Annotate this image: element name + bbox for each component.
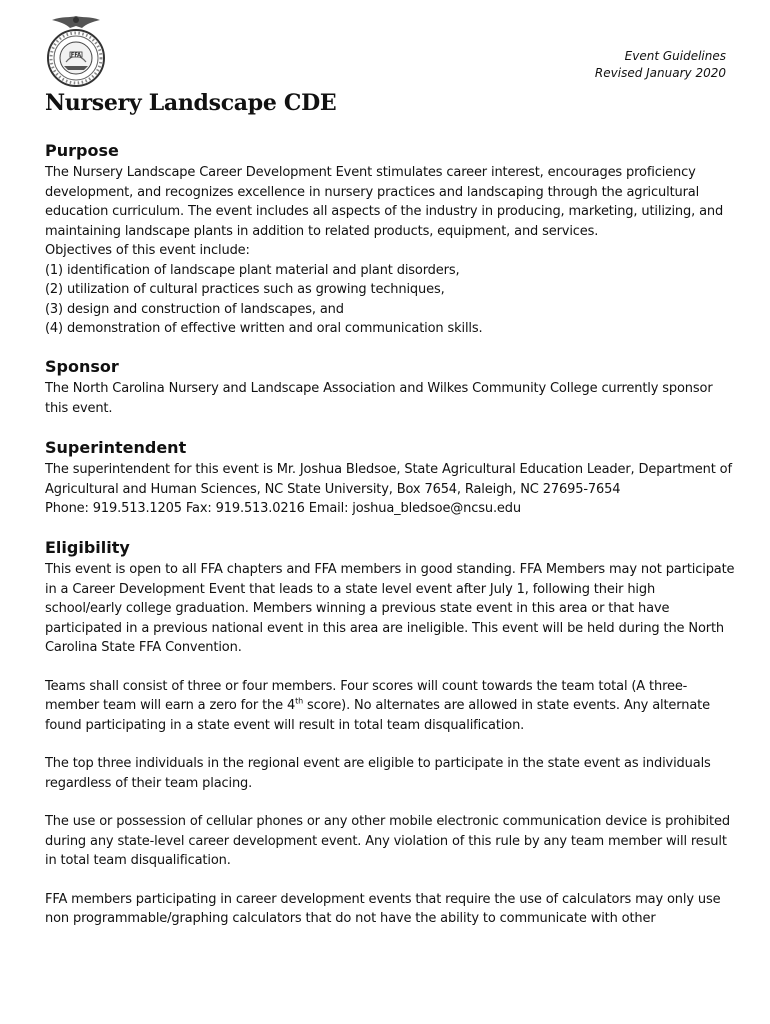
- superintendent-section: [45, 438, 735, 519]
- eligibility-section: [45, 538, 735, 929]
- eligibility-paragraph-2: [45, 677, 735, 736]
- guidelines-line: Event Guidelines: [624, 49, 726, 63]
- superintendent-heading: Superintendent: [45, 438, 187, 457]
- team-rule-text-continued: score). No alternates are allowed in state events. Any alternate found participating in a state event will result in total team disqualification.: [45, 698, 710, 733]
- purpose-section: [45, 141, 735, 339]
- sponsor-section: [45, 357, 735, 418]
- ordinal-suffix: th: [295, 696, 303, 706]
- eligibility-paragraph-3: The top three individuals in the regional event are eligible to participate in the state event as individuals regardless of their team placing.: [45, 756, 711, 791]
- sponsor-heading: Sponsor: [45, 357, 119, 376]
- team-rule-text: Teams shall consist of three or four members. Four scores will count towards the team total (A three-member team will earn a zero for the 4: [45, 678, 688, 713]
- purpose-body: The Nursery Landscape Career Development Event stimulates career interest, encourages proficiency development, and recognizes excellence in nursery practices and landscaping through the agricultural education curriculum. The event includes all aspects of the industry in producing, marketing, utilizing, and maintaining landscape plants in addition to related products, equipment, and services. Objectives of this event include: (1) identification of landscape plant material and plant disorders, (2) utilization of cultural practices such as growing techniques, (3) design and construction of landscapes, and (4) demonstration of effective written and oral communication skills.: [45, 165, 724, 336]
- purpose-heading: Purpose: [45, 141, 119, 160]
- sponsor-body: The North Carolina Nursery and Landscape Association and Wilkes Community College currently sponsor this event.: [45, 381, 713, 416]
- eligibility-heading: Eligibility: [45, 538, 130, 557]
- document-title: Nursery Landscape CDE: [45, 90, 337, 116]
- eligibility-paragraph-5: FFA members participating in career development events that require the use of calculators may only use non programmable/graphing calculators that do not have the ability to communicate with other: [45, 891, 721, 926]
- emblem-ffa-text: FFA: [70, 52, 82, 59]
- superintendent-body: The superintendent for this event is Mr. Joshua Bledsoe, State Agricultural Education Leader, Department of Agricultural and Human Sciences, NC State University, Box 7654, Raleigh, NC 27695-7654 Phone: 919.513.1205 Fax: 919.513.0216 Email: joshua_bledsoe@ncsu.edu: [45, 462, 732, 516]
- event-guidelines-note: [595, 48, 726, 82]
- eligibility-paragraph-1: This event is open to all FFA chapters and FFA members in good standing. FFA Members may not participate in a Career Development Event that leads to a state level event after July 1, following their high school/early college graduation. Members winning a previous state event in this area or that have participated in a previous national event in this area are ineligible. This event will be held during the North Carolina State FFA Convention.: [45, 562, 735, 655]
- revised-date: Revised January 2020: [594, 66, 726, 80]
- ffa-emblem-logo: [44, 12, 108, 92]
- eligibility-paragraph-4: The use or possession of cellular phones or any other mobile electronic communication device is prohibited during any state-level career development event. Any violation of this rule by any team member will result in total team disqualification.: [45, 814, 730, 868]
